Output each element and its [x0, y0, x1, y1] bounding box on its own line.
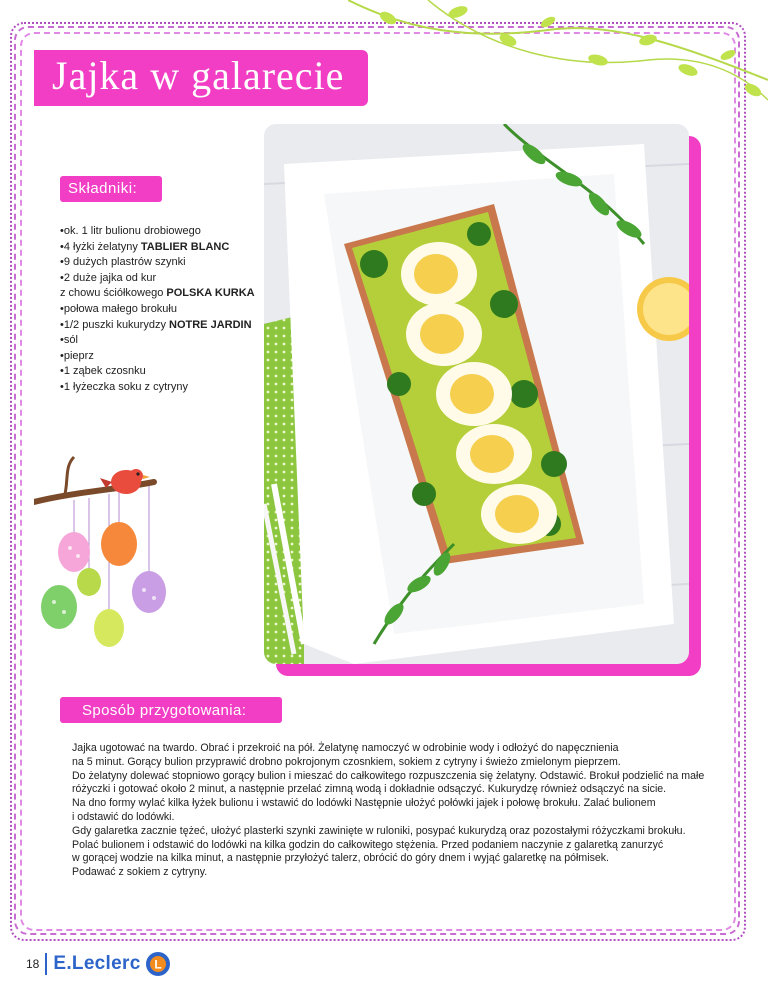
list-item: •1 ząbek czosnku	[60, 365, 146, 378]
preparation-line: Gdy galaretka zacznie tężeć, ułożyć plasterki szynki zawinięte w ruloniki, posypać kukurydzą oraz pozostałymi różyczkami brokułu.	[72, 824, 686, 837]
preparation-line: w gorącej wodzie na kilka minut, a następnie przyłożyć talerz, obrócić do góry dnem i wyjąć galaretkę na półmisek.	[72, 852, 610, 865]
ingredients-heading: Składniki:	[68, 180, 138, 197]
preparation-line: na 5 minut. Gorący bulion przyprawić drobno pokrojonym czosnkiem, sokiem z cytryny i świeżo zmielonym pieprzem.	[72, 755, 621, 768]
list-item: •4 łyżki żelatyny TABLIER BLANC	[60, 240, 230, 253]
svg-text:L: L	[153, 957, 162, 972]
list-item: •2 duże jajka od kur	[60, 271, 157, 284]
list-item: •sól	[60, 334, 78, 347]
preparation-line: Podawać z sokiem z cytryny.	[72, 866, 208, 879]
footer-divider	[45, 953, 47, 975]
list-item: •1 łyżeczka soku z cytryny	[60, 380, 188, 393]
list-item: •połowa małego brokułu	[60, 302, 177, 315]
list-item: •1/2 puszki kukurydzy NOTRE JARDIN	[60, 318, 252, 331]
preparation-heading: Sposób przygotowania:	[82, 702, 247, 719]
brand-name: E.Leclerc	[53, 953, 141, 974]
preparation-line: i odstawić do lodówki.	[72, 810, 175, 823]
leclerc-logo-icon	[145, 951, 171, 977]
preparation-line: różyczki i gotować około 2 minut, a następnie przelać zimną wodą i dokładnie odsączyć. Kukurydzę również odsączyć na sicie.	[72, 783, 667, 796]
page-title: Jajka w galarecie	[52, 53, 345, 98]
ingredients-list	[60, 224, 255, 396]
preparation-line: Do żelatyny dolewać stopniowo gorący bulion i mieszać do całkowitego rozpuszczenia się żelatyny. Odstawić. Brokuł podzielić na małe	[72, 769, 705, 782]
preparation-line: Polać bulionem i odstawić do lodówki na kilka godzin do całkowitego stężenia. Przed podaniem naczynie z galaretką zanurzyć	[72, 838, 664, 851]
list-item: •9 dużych plastrów szynki	[60, 256, 186, 269]
page-footer	[26, 950, 171, 978]
page-number: 18	[26, 957, 40, 971]
preparation-line: Na dno formy wylać kilka łyżek bulionu i wstawić do lodówki Następnie ułożyć połówki jajek i połowę brokułu. Zalać bulionem	[72, 797, 656, 810]
list-item: z chowu ściółkowego POLSKA KURKA	[60, 287, 255, 300]
list-item: •ok. 1 litr bulionu drobiowego	[60, 225, 201, 237]
preparation-line: Jajka ugotować na twardo. Obrać i przekroić na pół. Żelatynę namoczyć w odrobinie wody i odłożyć do napęcznienia	[72, 742, 619, 754]
list-item: •pieprz	[60, 349, 94, 362]
vine-decoration	[348, 0, 768, 110]
easter-eggs-illustration	[34, 452, 224, 652]
preparation-text	[72, 742, 722, 880]
dish-photo	[264, 124, 689, 664]
